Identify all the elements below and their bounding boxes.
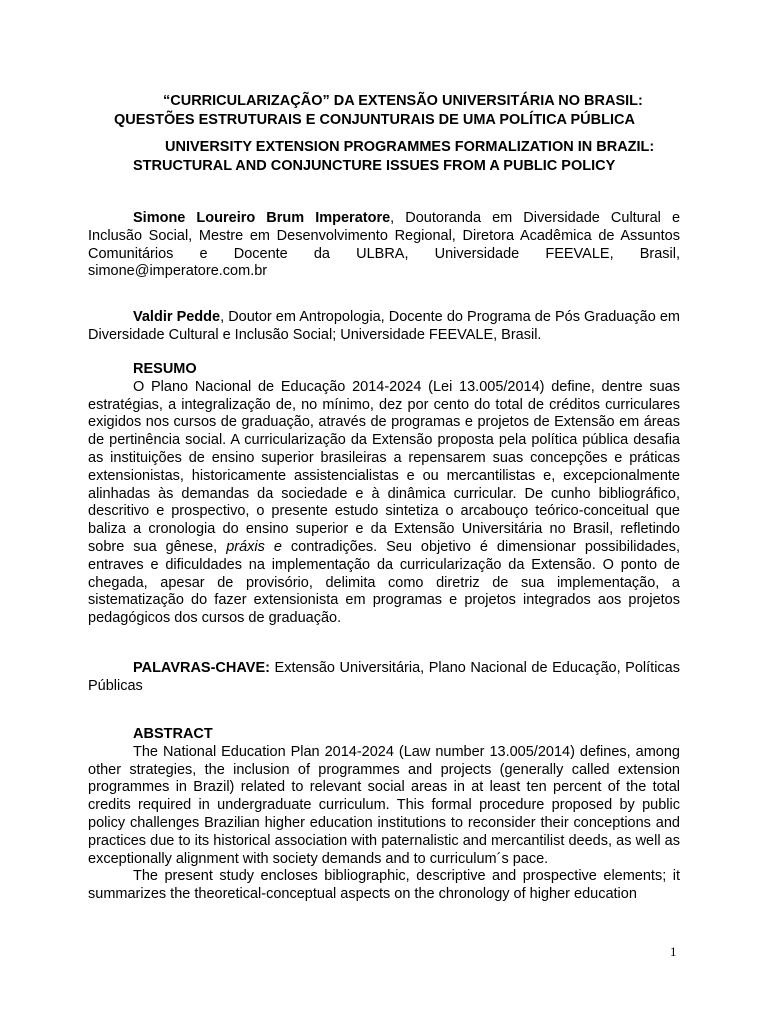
author-2-affiliation: , Doutor em Antropologia, Docente do Programa de Pós Graduação em Diversidade Cultural e Inclusão Social; Universidade FEEVALE, Brasil. [88, 309, 680, 343]
abstract-paragraph-2: The present study encloses bibliographic, descriptive and prospective elements; it summarizes the theoretical-conceptual aspects on the chronology of higher education [88, 868, 680, 903]
abstract-section [88, 726, 680, 904]
portuguese-title [0, 92, 768, 130]
abstract-paragraph-1: The National Education Plan 2014-2024 (Law number 13.005/2014) defines, among other strategies, the inclusion of programmes and projects (generally called extension programmes in Brazil) related to relevant social areas in at least ten percent of the total credits required in undergraduate curriculum. This formal procedure proposed by public policy challenges Brazilian higher education institutions to reconsider their conceptions and practices due to its historical association with paternalistic and mercantilist deeds, as well as exceptionally alignment with society demands and to curriculum´s pace. [88, 743, 680, 867]
author-2 [88, 309, 680, 345]
author-2-name: Valdir Pedde [133, 309, 221, 325]
author-1-affiliation: , Doutoranda em Diversidade Cultural e Inclusão Social, Mestre em Desenvolvimento Regional, Diretora Acadêmica de Assuntos Comunitários e Docente da ULBRA, Universidade FEEVALE, Brasil, simone@imperatore.com.br [88, 210, 681, 280]
abstract-heading: ABSTRACT [133, 726, 213, 742]
english-title [0, 138, 768, 176]
author-1-name: Simone Loureiro Brum Imperatore [133, 210, 391, 226]
palavras-chave-section [88, 660, 680, 696]
palavras-chave-text: Extensão Universitária, Plano Nacional de Educação, Políticas Públicas [88, 660, 680, 694]
author-1 [88, 210, 680, 281]
resumo-heading: RESUMO [133, 361, 197, 377]
resumo-text: O Plano Nacional de Educação 2014-2024 (Lei 13.005/2014) define, dentre suas estratégias, a integralização de, no mínimo, dez por cento do total de créditos curriculares exigidos nos cursos de graduação, através de programas e projetos de Extensão em áreas de pertinência social. A curricularização da Extensão proposta pela política pública desafia as instituições de ensino superior brasileiras a repensarem suas concepções e práticas extensionistas, historicamente assistencialistas e ou mercantilistas e, excepcionalmente alinhadas às demandas da sociedade e à dinâmica curricular. De cunho bibliográfico, descritivo e prospectivo, o presente estudo sintetiza o arcabouço teórico-conceitual que baliza a cronologia do ensino superior e da Extensão Universitária no Brasil, refletindo sobre sua gênese, práxis e contradições. Seu objetivo é dimensionar possibilidades, entraves e dificuldades na implementação da curricularização da Extensão. O ponto de chegada, apesar de provisório, delimita como diretriz de sua implementação, a sistematização do fazer extensionista em programas e projetos integrados aos projetos pedagógicos dos cursos de graduação. [88, 378, 681, 627]
resumo-italic-text: práxis e [226, 538, 282, 555]
portuguese-title-line-2: QUESTÕES ESTRUTURAIS E CONJUNTURAIS DE UMA POLÍTICA PÚBLICA [114, 112, 635, 128]
english-title-line-1: UNIVERSITY EXTENSION PROGRAMMES FORMALIZATION IN BRAZIL: [165, 139, 655, 155]
page-number: 1 [670, 944, 677, 959]
resumo-section [88, 361, 680, 628]
english-title-line-2: STRUCTURAL AND CONJUNCTURE ISSUES FROM A PUBLIC POLICY [133, 158, 616, 174]
palavras-chave-label: PALAVRAS-CHAVE: [133, 660, 270, 676]
portuguese-title-line-1: “CURRICULARIZAÇÃO” DA EXTENSÃO UNIVERSITÁRIA NO BRASIL: [163, 93, 643, 109]
